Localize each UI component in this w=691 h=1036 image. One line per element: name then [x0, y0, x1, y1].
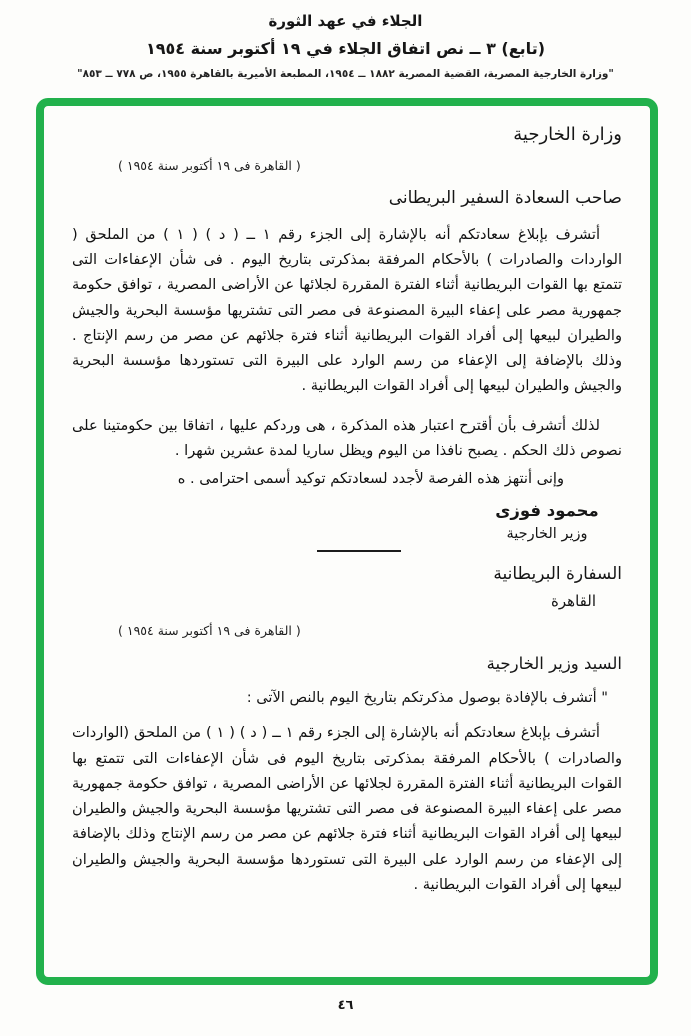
- letter1-signature-block: [72, 491, 622, 542]
- letter1-paragraph-2: لذلك أتشرف بأن أقترح اعتبار هذه المذكرة ، هى وردكم عليها ، اتفاقا بين حكومتينا على نصوص ذلك الحكم . يصبح نافذا من اليوم ويظل ساريا لمدة عشرين شهرا .: [72, 416, 622, 459]
- highlight-frame: [36, 98, 658, 985]
- page-number: ٤٦: [337, 998, 354, 1013]
- book-title: الجلاء في عهد الثورة: [268, 12, 423, 30]
- letter2-date: ( القاهرة فى ١٩ أكتوبر سنة ١٩٥٤ ): [118, 623, 301, 639]
- letter2-sender-city: القاهرة: [551, 592, 596, 611]
- letter1-paragraph-1: أتشرف بإبلاغ سعادتكم أنه بالإشارة إلى الجزء رقم ١ ــ ( د ) ( ١ ) من الملحق ( الواردات والصادرات ) بالأحكام المرفقة بمذكرتى بتاريخ اليوم . فى شأن الإعفاءات التى تتمتع بها القوات البريطانية أثناء الفترة المقررة لجلائها عن الأراضى المصرية ، توافق حكومة جمهورية مصر على إعفاء البيرة المصنوعة فى مصر التى تشتريها مؤسسة البحرية والجيش والطيران لبيعها إلى أفراد القوات البريطانية أثناء فترة جلائهم عن مصر من رسم الإنتاج . وذلك بالإضافة إلى الإعفاء من رسم الوارد على البيرة التى تستوردها مؤسسة البحرية والجيش والطيران لبيعها إلى أفراد القوات البريطانية .: [72, 226, 622, 395]
- letter1-salutation: صاحب السعادة السفير البريطانى: [388, 188, 622, 208]
- letter1-sender: وزارة الخارجية: [513, 124, 622, 145]
- letter2-salutation: السيد وزير الخارجية: [486, 654, 622, 674]
- letter2-paragraph-1: أتشرف بإبلاغ سعادتكم أنه بالإشارة إلى الجزء رقم ١ ــ ( د ) ( ١ ) من الملحق (الواردات والصادرات ) بالأحكام المرفقة بمذكرتى بتاريخ اليوم فى شأن الإعفاءات التى تتمتع بها القوات البريطانية أثناء الفترة المقررة لجلائها عن الأراضى المصرية ، توافق حكومة جمهورية مصر على إعفاء البيرة المصنوعة فى مصر التى تشتريها مؤسسة البحرية والجيش والطيران لبيعها إلى أفراد القوات البريطانية أثناء فترة جلائهم عن مصر من رسم الإنتاج وذلك بالإضافة إلى الإعفاء من رسم الوارد على البيرة التى تستوردها مؤسسة البحرية والجيش والطيران لبيعها إلى أفراد القوات البريطانية .: [72, 724, 622, 893]
- signature-name: محمود فوزى: [495, 501, 599, 521]
- section-divider: [317, 550, 401, 552]
- letter1-closing: وإنى أنتهز هذه الفرصة لأجدد لسعادتكم توكيد أسمى احترامى . ه: [177, 470, 564, 488]
- signature: [472, 501, 622, 542]
- letter1-date: ( القاهرة فى ١٩ أكتوبر سنة ١٩٥٤ ): [118, 158, 301, 173]
- letter2-intro: " أتشرف بالإفادة بوصول مذكرتكم بتاريخ اليوم بالنص الآتى :: [246, 689, 608, 707]
- signature-title: وزير الخارجية: [506, 526, 588, 543]
- letter2-sender: السفارة البريطانية: [493, 564, 622, 585]
- chapter-subtitle: (تابع) ٣ ــ نص اتفاق الجلاء في ١٩ أكتوبر سنة ١٩٥٤: [145, 39, 546, 58]
- page-header: [0, 0, 691, 80]
- source-citation: "وزارة الخارجية المصرية، القضية المصرية ١٨٨٢ ــ ١٩٥٤، المطبعة الأميرية بالقاهرة ١٩٥٥، ص ٧٧٨ ــ ٨٥٣": [77, 68, 614, 80]
